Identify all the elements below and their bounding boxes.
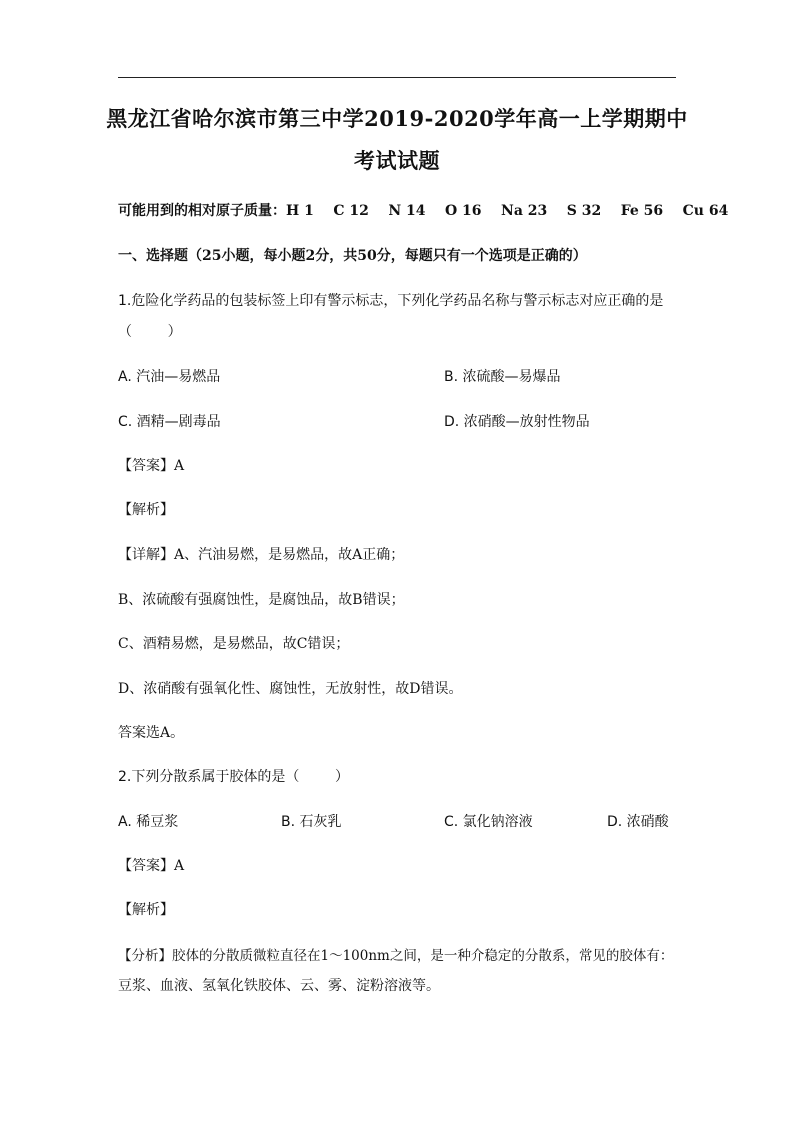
atomic-masses: 可能用到的相对原子质量：H 1 C 12 N 14 O 16 Na 23 S 32 Fe 56 Cu 64 [118, 203, 729, 219]
question-2-option-d: D. 浓硝酸 [607, 814, 669, 830]
question-1-stem: 1.危险化学药品的包装标签上印有警示标志，下列化学药品名称与警示标志对应正确的是 [118, 293, 664, 309]
question-2-option-a: A. 稀豆浆 [118, 814, 179, 830]
question-1-option-d: D. 浓硝酸—放射性物品 [444, 414, 590, 430]
question-1-option-a: A. 汽油—易燃品 [118, 369, 221, 385]
question-2-explanation-2: 豆浆、血液、氢氧化铁胶体、云、雾、淀粉溶液等。 [118, 978, 440, 994]
question-2-option-b: B. 石灰乳 [281, 814, 342, 830]
question-1-stem-bracket: （ ） [118, 324, 182, 340]
question-1-answer: 【答案】A [118, 458, 185, 474]
page-title-line-2: 考试试题 [354, 148, 440, 173]
question-1-explanation-3: C、酒精易燃，是易燃品，故C错误； [118, 636, 350, 652]
question-2-stem: 2.下列分散系属于胶体的是（ ） [118, 769, 349, 785]
question-2-answer: 【答案】A [118, 858, 185, 874]
question-1-explanation-4: D、浓硝酸有强氧化性、腐蚀性，无放射性，故D错误。 [118, 681, 463, 697]
question-1-explanation-1: 【详解】A、汽油易燃，是易燃品，故A正确； [118, 547, 405, 563]
question-1-option-b: B. 浓硫酸—易爆品 [444, 369, 561, 385]
question-1-analysis-label: 【解析】 [118, 502, 174, 518]
question-1-explanation-5: 答案选A。 [118, 725, 185, 741]
question-1-explanation-2: B、浓硫酸有强腐蚀性，是腐蚀品，故B错误； [118, 592, 405, 608]
question-2-explanation-1: 【分析】胶体的分散质微粒直径在1～100nm之间，是一种介稳定的分散系，常见的胶体有： [118, 948, 674, 964]
question-2-option-c: C. 氯化钠溶液 [444, 814, 533, 830]
section-heading: 一、选择题（25小题，每小题2分，共50分，每题只有一个选项是正确的） [118, 248, 587, 264]
page-title-line-1: 黑龙江省哈尔滨市第三中学2019-2020学年高一上学期期中 [106, 106, 688, 131]
question-1-option-c: C. 酒精—剧毒品 [118, 414, 221, 430]
header-rule [118, 77, 676, 78]
question-2-analysis-label: 【解析】 [118, 902, 174, 918]
